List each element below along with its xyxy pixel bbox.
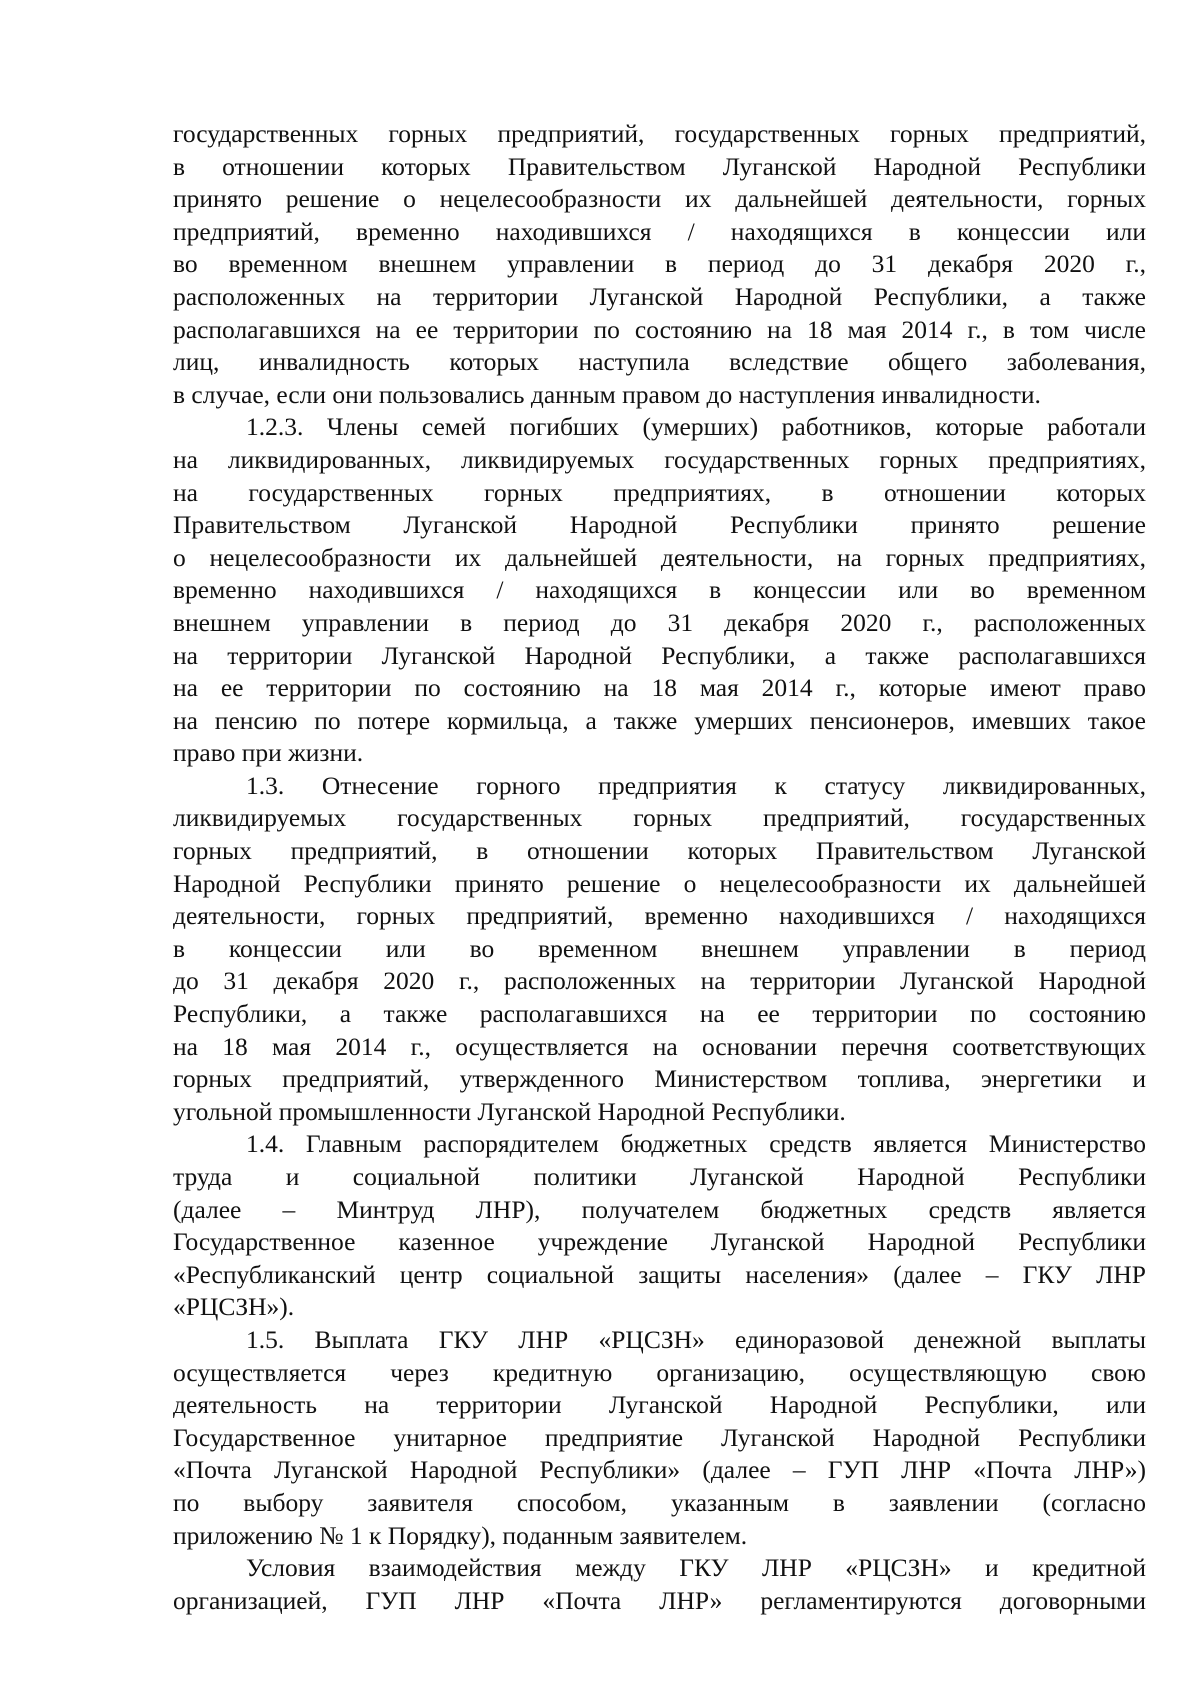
text-line: на ликвидированных, ликвидируемых государственных горных предприятиях, <box>173 444 1146 474</box>
paragraph-p3 <box>173 770 1146 1129</box>
text-line: 1.3. Отнесение горного предприятия к статусу ликвидированных, <box>246 770 1146 800</box>
text-line: Государственное казенное учреждение Луганской Народной Республики <box>173 1227 1146 1257</box>
text-line: «Почта Луганской Народной Республики» (далее – ГУП ЛНР «Почта ЛНР») <box>173 1455 1146 1485</box>
text-line: 1.4. Главным распорядителем бюджетных средств является Министерство <box>246 1129 1146 1159</box>
paragraph-p6 <box>173 1552 1146 1617</box>
text-line: 1.2.3. Члены семей погибших (умерших) работников, которые работали <box>246 412 1146 442</box>
text-line: Государственное унитарное предприятие Луганской Народной Республики <box>173 1422 1146 1452</box>
text-line: Правительством Луганской Народной Республики принято решение <box>173 510 1146 540</box>
text-line: о нецелесообразности их дальнейшей деятельности, на горных предприятиях, <box>173 542 1146 572</box>
text-line: деятельность на территории Луганской Народной Республики, или <box>173 1390 1146 1420</box>
text-line: деятельности, горных предприятий, временно находившихся / находящихся <box>173 901 1146 931</box>
text-line: право при жизни. <box>173 738 364 768</box>
text-line: «Республиканский центр социальной защиты населения» (далее – ГКУ ЛНР <box>173 1259 1146 1289</box>
text-line: в случае, если они пользовались данным правом до наступления инвалидности. <box>173 379 1041 409</box>
text-line: ликвидируемых государственных горных предприятий, государственных <box>173 803 1146 833</box>
text-line: 1.5. Выплата ГКУ ЛНР «РЦСЗН» единоразовой денежной выплаты <box>246 1324 1146 1354</box>
text-line: в отношении которых Правительством Луганской Народной Республики <box>173 151 1146 181</box>
text-line: до 31 декабря 2020 г., расположенных на территории Луганской Народной <box>173 966 1146 996</box>
text-line: государственных горных предприятий, государственных горных предприятий, <box>173 119 1146 148</box>
text-line: расположенных на территории Луганской Народной Республики, а также <box>173 281 1146 311</box>
text-line: на пенсию по потере кормильца, а также умерших пенсионеров, имевших такое <box>173 705 1146 735</box>
text-line: принято решение о нецелесообразности их дальнейшей деятельности, горных <box>173 184 1146 214</box>
text-line: располагавшихся на ее территории по состоянию на 18 мая 2014 г., в том числе <box>173 314 1146 344</box>
text-line: (далее – Минтруд ЛНР), получателем бюджетных средств является <box>173 1194 1146 1224</box>
paragraph-p4 <box>173 1128 1146 1324</box>
text-line: на 18 мая 2014 г., осуществляется на основании перечня соответствующих <box>173 1031 1146 1061</box>
document-body <box>173 118 1146 1617</box>
text-line: по выбору заявителя способом, указанным в заявлении (согласно <box>173 1487 1146 1517</box>
text-line: во временном внешнем управлении в период до 31 декабря 2020 г., <box>173 249 1146 279</box>
paragraph-p5 <box>173 1324 1146 1552</box>
text-line: осуществляется через кредитную организацию, осуществляющую свою <box>173 1357 1146 1387</box>
text-line: Республики, а также располагавшихся на ее территории по состоянию <box>173 999 1146 1029</box>
text-line: горных предприятий, утвержденного Министерством топлива, энергетики и <box>173 1064 1146 1094</box>
text-line: на государственных горных предприятиях, в отношении которых <box>173 477 1146 507</box>
text-line: на территории Луганской Народной Республики, а также располагавшихся <box>173 640 1146 670</box>
text-line: в концессии или во временном внешнем управлении в период <box>173 933 1146 963</box>
text-line: угольной промышленности Луганской Народной Республики. <box>173 1096 846 1126</box>
text-line: труда и социальной политики Луганской Народной Республики <box>173 1162 1146 1191</box>
text-line: внешнем управлении в период до 31 декабря 2020 г., расположенных <box>173 607 1146 637</box>
text-line: на ее территории по состоянию на 18 мая 2014 г., которые имеют право <box>173 673 1146 703</box>
text-line: организацией, ГУП ЛНР «Почта ЛНР» регламентируются договорными <box>173 1585 1146 1615</box>
text-line: лиц, инвалидность которых наступила вследствие общего заболевания, <box>173 347 1146 377</box>
paragraph-p1 <box>173 118 1146 411</box>
text-line: предприятий, временно находившихся / находящихся в концессии или <box>173 216 1146 246</box>
text-line: Условия взаимодействия между ГКУ ЛНР «РЦСЗН» и кредитной <box>246 1553 1146 1583</box>
text-line: «РЦСЗН»). <box>173 1292 295 1322</box>
text-line: Народной Республики принято решение о нецелесообразности их дальнейшей <box>173 868 1146 898</box>
text-line: горных предприятий, в отношении которых Правительством Луганской <box>173 836 1146 866</box>
text-line: временно находившихся / находящихся в концессии или во временном <box>173 575 1146 605</box>
paragraph-p2 <box>173 411 1146 770</box>
text-line: приложению № 1 к Порядку), поданным заявителем. <box>173 1520 748 1550</box>
